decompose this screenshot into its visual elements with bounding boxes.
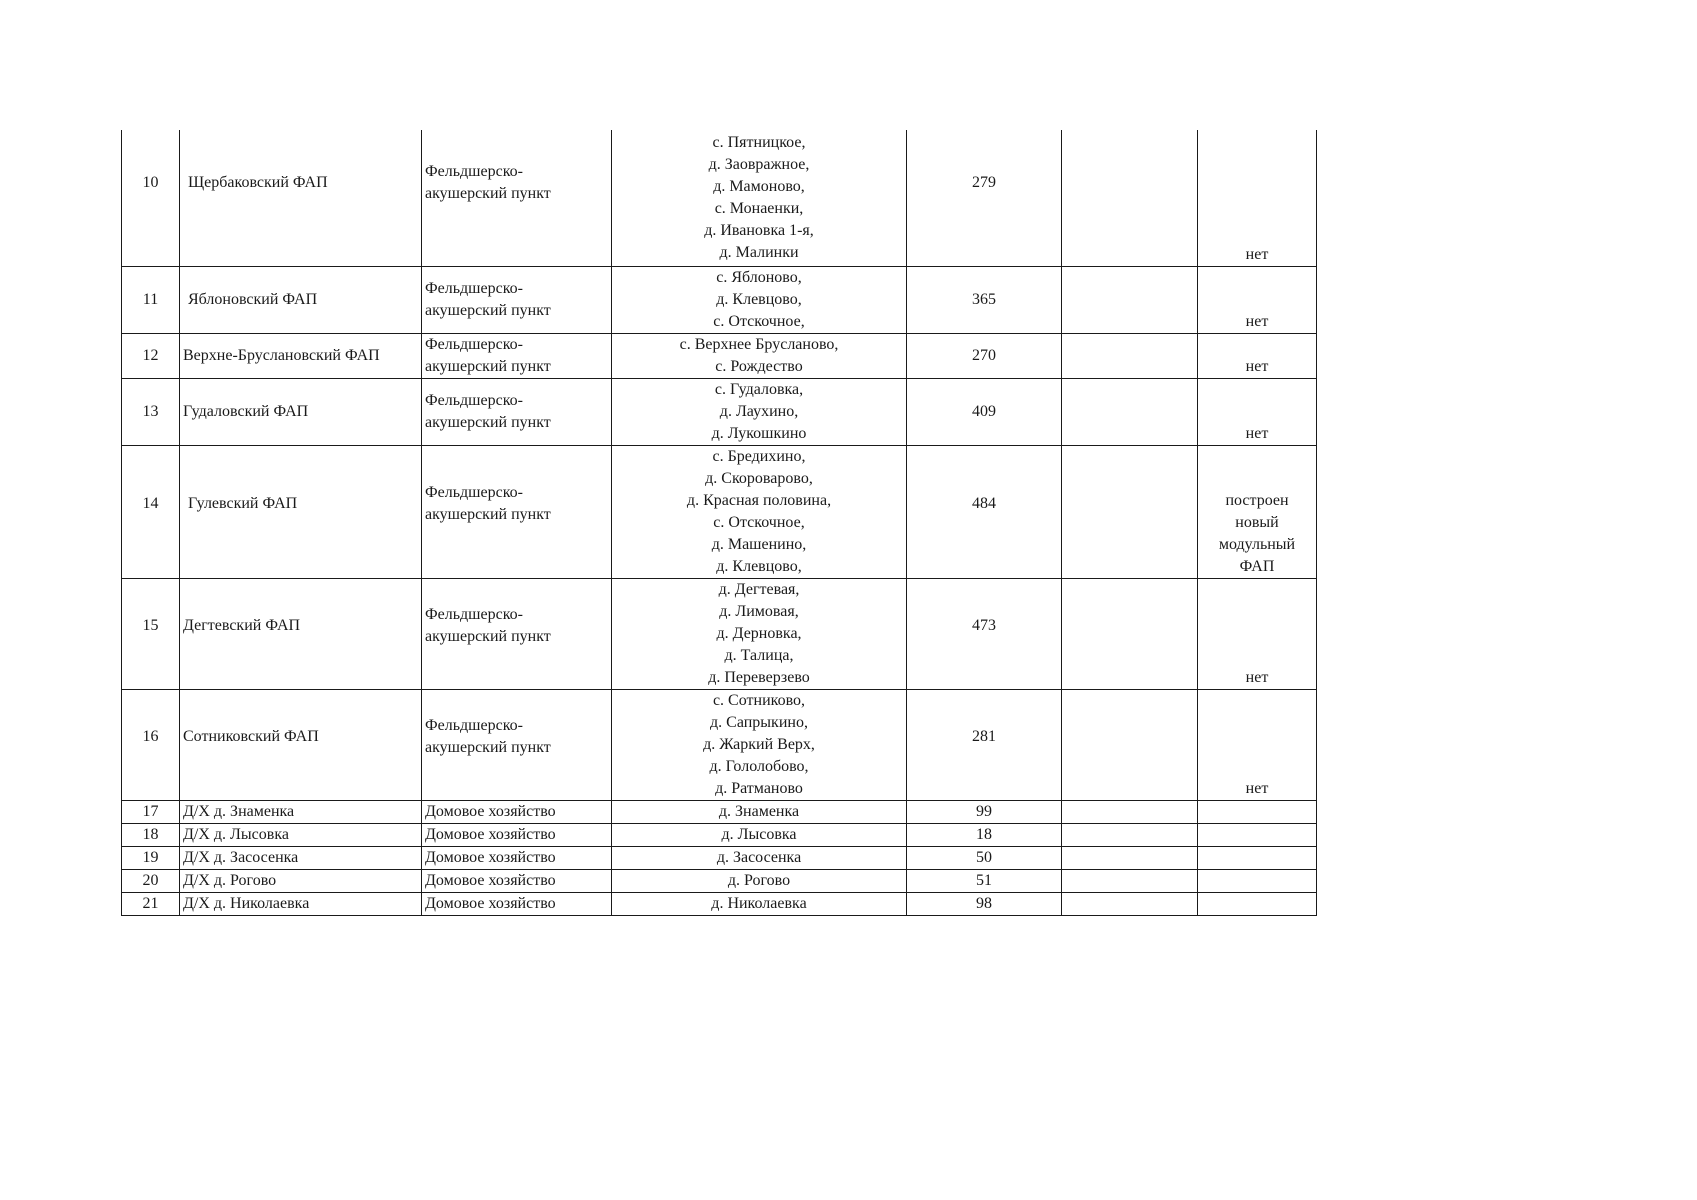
facility-type bbox=[422, 445, 612, 578]
table-row bbox=[122, 869, 1317, 892]
table-row bbox=[122, 689, 1317, 800]
facility-type-line: акушерский пункт bbox=[425, 184, 551, 202]
table-body bbox=[122, 130, 1317, 915]
row-number: 12 bbox=[122, 333, 180, 378]
settlements bbox=[612, 800, 907, 823]
empty-cell bbox=[1062, 445, 1198, 578]
table-row bbox=[122, 130, 1317, 266]
facility-type bbox=[422, 333, 612, 378]
note bbox=[1198, 130, 1317, 266]
settlements bbox=[612, 689, 907, 800]
settlements-line: д. Переверзево bbox=[708, 668, 810, 686]
facility-type-line: Фельдшерско- bbox=[425, 279, 523, 297]
facility-type-line: Фельдшерско- bbox=[425, 483, 523, 501]
note-line: новый bbox=[1235, 513, 1279, 531]
facility-name: Д/Х д. Рогово bbox=[180, 869, 422, 892]
note-line: нет bbox=[1245, 357, 1269, 375]
note-line: нет bbox=[1245, 245, 1269, 263]
population: 279 bbox=[907, 130, 1062, 266]
facility-name: Щербаковский ФАП bbox=[180, 130, 422, 266]
note bbox=[1198, 869, 1317, 892]
note bbox=[1198, 445, 1317, 578]
facility-type bbox=[422, 823, 612, 846]
empty-cell bbox=[1062, 823, 1198, 846]
empty-cell bbox=[1062, 378, 1198, 445]
facility-type bbox=[422, 130, 612, 266]
settlements-line: д. Ратманово bbox=[715, 779, 803, 797]
facility-type bbox=[422, 800, 612, 823]
population: 409 bbox=[907, 378, 1062, 445]
facility-type bbox=[422, 689, 612, 800]
note-line: ФАП bbox=[1239, 557, 1275, 575]
facility-type bbox=[422, 869, 612, 892]
settlements-line: д. Лимовая, bbox=[719, 602, 799, 620]
settlements-line: д. Лысовка bbox=[721, 825, 797, 843]
settlements bbox=[612, 869, 907, 892]
note-line: нет bbox=[1245, 779, 1269, 797]
settlements bbox=[612, 333, 907, 378]
table-row bbox=[122, 892, 1317, 915]
empty-cell bbox=[1062, 800, 1198, 823]
facility-type-line: Домовое хозяйство bbox=[425, 871, 556, 889]
row-number: 18 bbox=[122, 823, 180, 846]
row-number: 20 bbox=[122, 869, 180, 892]
note bbox=[1198, 800, 1317, 823]
settlements-line: д. Сапрыкино, bbox=[710, 713, 808, 731]
table-row bbox=[122, 266, 1317, 333]
note bbox=[1198, 823, 1317, 846]
population: 51 bbox=[907, 869, 1062, 892]
settlements-line: с. Бредихино, bbox=[712, 447, 806, 465]
row-number: 10 bbox=[122, 130, 180, 266]
note-line: модульный bbox=[1218, 535, 1296, 553]
population: 50 bbox=[907, 846, 1062, 869]
facility-type-line: Домовое хозяйство bbox=[425, 802, 556, 820]
empty-cell bbox=[1062, 333, 1198, 378]
facility-type bbox=[422, 378, 612, 445]
table-row bbox=[122, 846, 1317, 869]
settlements-line: д. Дегтевая, bbox=[718, 580, 800, 598]
facility-type-line: Фельдшерско- bbox=[425, 335, 523, 353]
settlements-line: с. Сотниково, bbox=[712, 691, 806, 709]
facility-type-line: Фельдшерско- bbox=[425, 716, 523, 734]
facility-type-line: акушерский пункт bbox=[425, 301, 551, 319]
facility-type-line: акушерский пункт bbox=[425, 505, 551, 523]
settlements bbox=[612, 130, 907, 266]
facility-type bbox=[422, 266, 612, 333]
facility-name: Гулевский ФАП bbox=[180, 445, 422, 578]
facility-name: Д/Х д. Лысовка bbox=[180, 823, 422, 846]
empty-cell bbox=[1062, 869, 1198, 892]
facility-type-line: Фельдшерско- bbox=[425, 162, 523, 180]
settlements-line: д. Николаевка bbox=[711, 894, 807, 912]
settlements-line: с. Отскочное, bbox=[713, 312, 805, 330]
table-row bbox=[122, 800, 1317, 823]
settlements bbox=[612, 266, 907, 333]
note bbox=[1198, 266, 1317, 333]
population: 18 bbox=[907, 823, 1062, 846]
population: 99 bbox=[907, 800, 1062, 823]
settlements-line: д. Рогово bbox=[727, 871, 791, 889]
facility-name: Верхне-Брусланoвский ФАП bbox=[180, 333, 422, 378]
note bbox=[1198, 892, 1317, 915]
facility-type-line: Домовое хозяйство bbox=[425, 894, 556, 912]
population: 281 bbox=[907, 689, 1062, 800]
settlements bbox=[612, 892, 907, 915]
note bbox=[1198, 846, 1317, 869]
row-number: 11 bbox=[122, 266, 180, 333]
note bbox=[1198, 333, 1317, 378]
empty-cell bbox=[1062, 892, 1198, 915]
settlements-line: с. Рождество bbox=[715, 357, 803, 375]
settlements-line: с. Монаенки, bbox=[714, 199, 804, 217]
settlements bbox=[612, 445, 907, 578]
settlements-line: д. Дерновка, bbox=[716, 624, 802, 642]
settlements-line: д. Жаркий Верх, bbox=[703, 735, 815, 753]
settlements-line: д. Засосенка bbox=[716, 848, 802, 866]
settlements bbox=[612, 578, 907, 689]
table-row bbox=[122, 578, 1317, 689]
population: 98 bbox=[907, 892, 1062, 915]
table-row bbox=[122, 333, 1317, 378]
facility-type bbox=[422, 578, 612, 689]
facility-name: Гудаловский ФАП bbox=[180, 378, 422, 445]
settlements-line: с. Пятницкое, bbox=[712, 133, 806, 151]
facility-name: Д/Х д. Николаевка bbox=[180, 892, 422, 915]
settlements-line: с. Верхнее Брусланово, bbox=[679, 335, 839, 353]
settlements-line: д. Лукошкино bbox=[711, 424, 807, 442]
facility-type bbox=[422, 892, 612, 915]
row-number: 19 bbox=[122, 846, 180, 869]
population: 270 bbox=[907, 333, 1062, 378]
settlements-line: д. Гололобово, bbox=[709, 757, 809, 775]
note bbox=[1198, 689, 1317, 800]
row-number: 14 bbox=[122, 445, 180, 578]
settlements-line: д. Клевцово, bbox=[716, 557, 802, 575]
settlements-line: д. Талица, bbox=[724, 646, 794, 664]
settlements-line: д. Ивановка 1-я, bbox=[704, 221, 814, 239]
note-line: построен bbox=[1225, 491, 1289, 509]
settlements-line: с. Яблоново, bbox=[716, 268, 802, 286]
note-line: нет bbox=[1245, 424, 1269, 442]
empty-cell bbox=[1062, 130, 1198, 266]
facility-name: Сотниковский ФАП bbox=[180, 689, 422, 800]
facility-type-line: Фельдшерско- bbox=[425, 605, 523, 623]
facility-type-line: Домовое хозяйство bbox=[425, 825, 556, 843]
empty-cell bbox=[1062, 266, 1198, 333]
note-line: нет bbox=[1245, 668, 1269, 686]
empty-cell bbox=[1062, 578, 1198, 689]
settlements-line: д. Клевцово, bbox=[716, 290, 802, 308]
facility-type-line: акушерский пункт bbox=[425, 738, 551, 756]
settlements-line: с. Гудаловка, bbox=[714, 380, 804, 398]
facility-type bbox=[422, 846, 612, 869]
table-row bbox=[122, 823, 1317, 846]
row-number: 16 bbox=[122, 689, 180, 800]
facility-name: Д/Х д. Знаменка bbox=[180, 800, 422, 823]
settlements bbox=[612, 823, 907, 846]
empty-cell bbox=[1062, 846, 1198, 869]
settlements-line: д. Заовражное, bbox=[708, 155, 810, 173]
facility-type-line: акушерский пункт bbox=[425, 357, 551, 375]
note bbox=[1198, 578, 1317, 689]
table-row bbox=[122, 445, 1317, 578]
population: 365 bbox=[907, 266, 1062, 333]
population: 473 bbox=[907, 578, 1062, 689]
population: 484 bbox=[907, 445, 1062, 578]
facility-name: Яблоновский ФАП bbox=[180, 266, 422, 333]
facility-name: Дегтевский ФАП bbox=[180, 578, 422, 689]
facility-type-line: акушерский пункт bbox=[425, 413, 551, 431]
settlements-line: д. Красная половина, bbox=[686, 491, 832, 509]
row-number: 17 bbox=[122, 800, 180, 823]
empty-cell bbox=[1062, 689, 1198, 800]
note-line: нет bbox=[1245, 312, 1269, 330]
facility-name: Д/Х д. Засосенка bbox=[180, 846, 422, 869]
table-row bbox=[122, 378, 1317, 445]
settlements-line: д. Скороварово, bbox=[705, 469, 813, 487]
settlements-line: д. Мамоново, bbox=[713, 177, 805, 195]
settlements-line: д. Малинки bbox=[719, 243, 799, 261]
facility-type-line: акушерский пункт bbox=[425, 627, 551, 645]
settlements-line: д. Машенино, bbox=[711, 535, 807, 553]
facility-type-line: Фельдшерско- bbox=[425, 391, 523, 409]
settlements-line: д. Лаухино, bbox=[719, 402, 799, 420]
settlements bbox=[612, 378, 907, 445]
row-number: 15 bbox=[122, 578, 180, 689]
row-number: 13 bbox=[122, 378, 180, 445]
row-number: 21 bbox=[122, 892, 180, 915]
settlements-line: д. Знаменка bbox=[718, 802, 800, 820]
settlements bbox=[612, 846, 907, 869]
settlements-line: с. Отскочное, bbox=[713, 513, 805, 531]
note bbox=[1198, 378, 1317, 445]
facility-type-line: Домовое хозяйство bbox=[425, 848, 556, 866]
facilities-table bbox=[121, 130, 1317, 916]
